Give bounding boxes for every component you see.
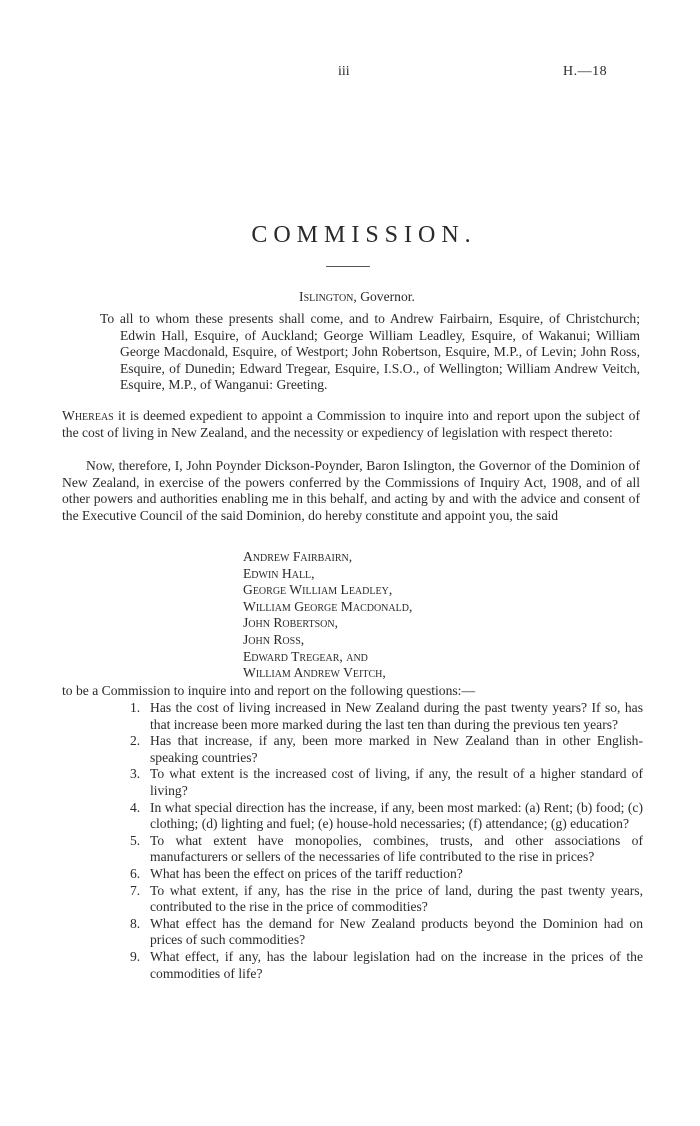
document-reference: H.—18 (563, 64, 608, 79)
question-text: To what extent is the increased cost of living, if any, the result of a higher standard of living? (150, 766, 643, 798)
question-item (130, 700, 643, 733)
question-number: 9. (130, 948, 141, 964)
governor-suffix: , Governor. (353, 289, 415, 304)
question-number: 5. (130, 832, 141, 848)
address-paragraph: To all to whom these presents shall come, and to Andrew Fairbairn, Esquire, of Christchurch; Edwin Hall, Esquire, of Auckland; George William Leadley, Esquire, of Wakanui; William George Macdonald, Esquire, of Westport; John Robertson, Esquire, M.P., of Levin; John Ross, Esquire, of Dunedin; Edward Tregear, Esquire, I.S.O., of Wellington; William Andrew Veitch, Esquire, M.P., of Wanganui: Greeting. (100, 311, 640, 393)
question-item (130, 949, 643, 982)
page-number: iii (338, 64, 350, 79)
question-text: What effect, if any, has the labour legislation had on the increase in the prices of the commodities of life? (150, 948, 643, 981)
question-item (130, 833, 643, 866)
commissioner-name: Andrew Fairbairn, (243, 549, 353, 564)
page-header (0, 64, 700, 84)
whereas-paragraph (62, 408, 640, 441)
question-item (130, 916, 643, 949)
question-text: What has been the effect on prices of the tariff reduction? (150, 865, 463, 881)
question-item (130, 766, 643, 799)
question-number: 8. (130, 915, 141, 931)
commissioner-name: George William Leadley, (243, 582, 393, 598)
question-number: 3. (130, 766, 141, 782)
question-item (130, 883, 643, 916)
commissioner-name: Edward Tregear, and (243, 648, 368, 664)
question-number: 6. (130, 865, 141, 881)
commissioner-name: William Andrew Veitch, (243, 665, 386, 681)
title-divider (326, 266, 370, 267)
question-text: In what special direction has the increase, if any, been most marked: (a) Rent; (b) food; (c) clothing; (d) lighting and fuel; (e) house-hold necessaries; (f) attendance; (g) education? (150, 799, 643, 832)
question-item (130, 866, 643, 883)
question-text: To what extent, if any, has the rise in the price of land, during the past twenty years, contributed to the rise in the price of commodities? (150, 882, 643, 915)
commissioner-name: John Robertson, (243, 615, 339, 631)
commissioner-name: Edwin Hall, (243, 565, 315, 581)
question-list (130, 700, 643, 982)
question-text: What effect has the demand for New Zealand products beyond the Dominion had on prices of such commodities? (150, 915, 643, 948)
page-title: COMMISSION. (251, 222, 477, 248)
now-therefore-paragraph: Now, therefore, I, John Poynder Dickson-Poynder, Baron Islington, the Governor of the Dominion of New Zealand, in exercise of the powers conferred by the Commissions of Inquiry Act, 1908, and of all other powers and authorities enabling me in this behalf, and acting by and with the advice and consent of the Executive Council of the said Dominion, do hereby constitute and appoint you, the said (62, 458, 640, 523)
question-text: Has the cost of living increased in New Zealand during the past twenty years? If so, has that increase been more marked during the last ten than during the previous ten years? (150, 700, 643, 732)
question-text: Has that increase, if any, been more marked in New Zealand than in other English-speaking countries? (150, 733, 643, 765)
question-text: To what extent have monopolies, combines, trusts, and other associations of manufacturers or sellers of the necessaries of life contributed to the rise in prices? (150, 832, 643, 865)
commissioner-name: John Ross, (243, 631, 305, 647)
questions-intro: to be a Commission to inquire into and report on the following questions:— (62, 683, 476, 698)
question-item (130, 800, 643, 833)
governor-name: Islington (299, 289, 354, 304)
question-number: 7. (130, 882, 141, 898)
question-item (130, 733, 643, 766)
question-number: 4. (130, 799, 141, 815)
question-number: 1. (130, 700, 141, 715)
question-number: 2. (130, 733, 141, 749)
commissioner-list (243, 549, 412, 682)
whereas-text: it is deemed expedient to appoint a Commission to inquire into and report upon the subject of the cost of living in New Zealand, and the necessity or expediency of legislation with respect thereto: (62, 408, 640, 440)
commissioner-name: William George Macdonald, (243, 598, 413, 614)
governor-line (0, 289, 700, 305)
whereas-lead: Whereas (62, 408, 114, 423)
